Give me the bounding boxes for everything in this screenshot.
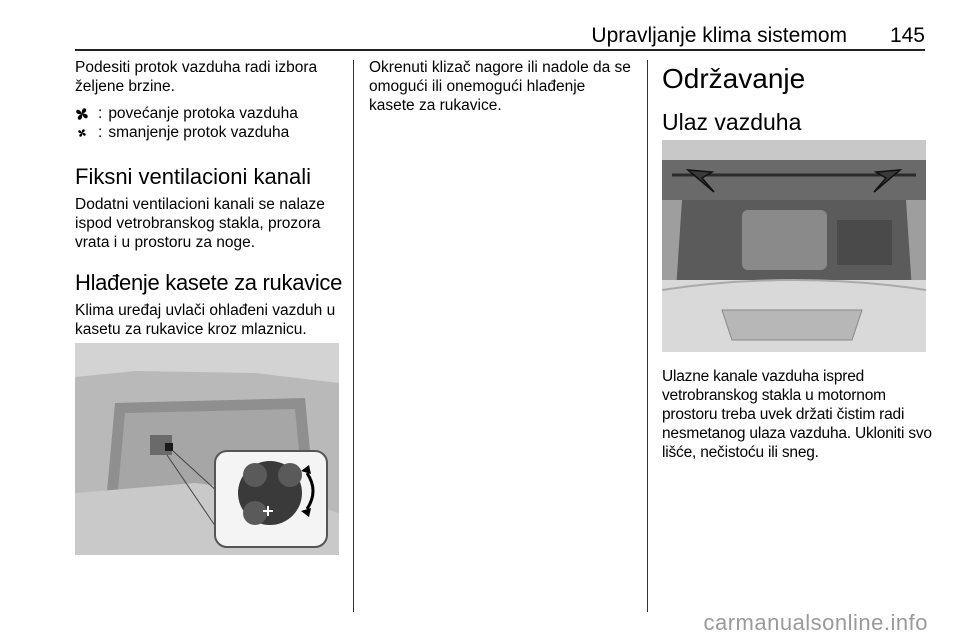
glovebox-illustration [75,343,339,555]
column-divider-2 [647,60,648,612]
legend-text: smanjenje protok vazduha [108,124,290,141]
fan-small-icon [75,126,89,140]
vents-text: Dodatni ventilacioni kanali se nalaze ispod vetrobranskog stakla, prozora vrata i u prostoru za noge. [75,196,325,251]
air-intake-text: Ulazne kanale vazduha ispred vetrobranskog stakla u motornom prostoru treba uvek držati čistim radi nesmetanog ulaza vazduha. Ukloniti svo lišće, nečistoću ili sneg. [662,368,932,461]
column-3 [662,58,928,135]
maintenance-heading: Održavanje [662,63,806,94]
slider-instruction-text: Okrenuti klizač nagore ili nadole da se omogući ili onemogući hlađenje kasete za rukavice. [369,59,631,114]
legend-text: povećanje protoka vazduha [108,105,298,122]
watermark: carmanualsonline.info [703,610,928,635]
legend-colon: : [98,105,103,122]
fan-large-icon [75,107,89,121]
header-title: Upravljanje klima sistemom [591,24,847,47]
air-intake-text-block [662,367,932,462]
intro-text: Podesiti protok vazduha radi izbora željene brzine. [75,59,318,95]
legend-row-decrease [75,123,343,142]
page-header [75,0,925,50]
air-intake-illustration [662,140,926,352]
legend-colon: : [98,124,103,141]
column-1 [75,58,343,339]
page-number: 145 [889,24,925,47]
air-intake-heading: Ulaz vazduha [662,109,802,135]
fan-legend [75,104,343,142]
vents-heading: Fiksni ventilacioni kanali [75,164,311,189]
column-2 [369,58,635,115]
glovebox-heading: Hlađenje kasete za rukavice [75,270,343,295]
legend-row-increase [75,104,343,123]
header-rule [75,49,925,51]
glovebox-text: Klima uređaj uvlači ohlađeni vazduh u kasetu za rukavice kroz mlaznicu. [75,302,336,338]
column-divider-1 [353,60,354,612]
